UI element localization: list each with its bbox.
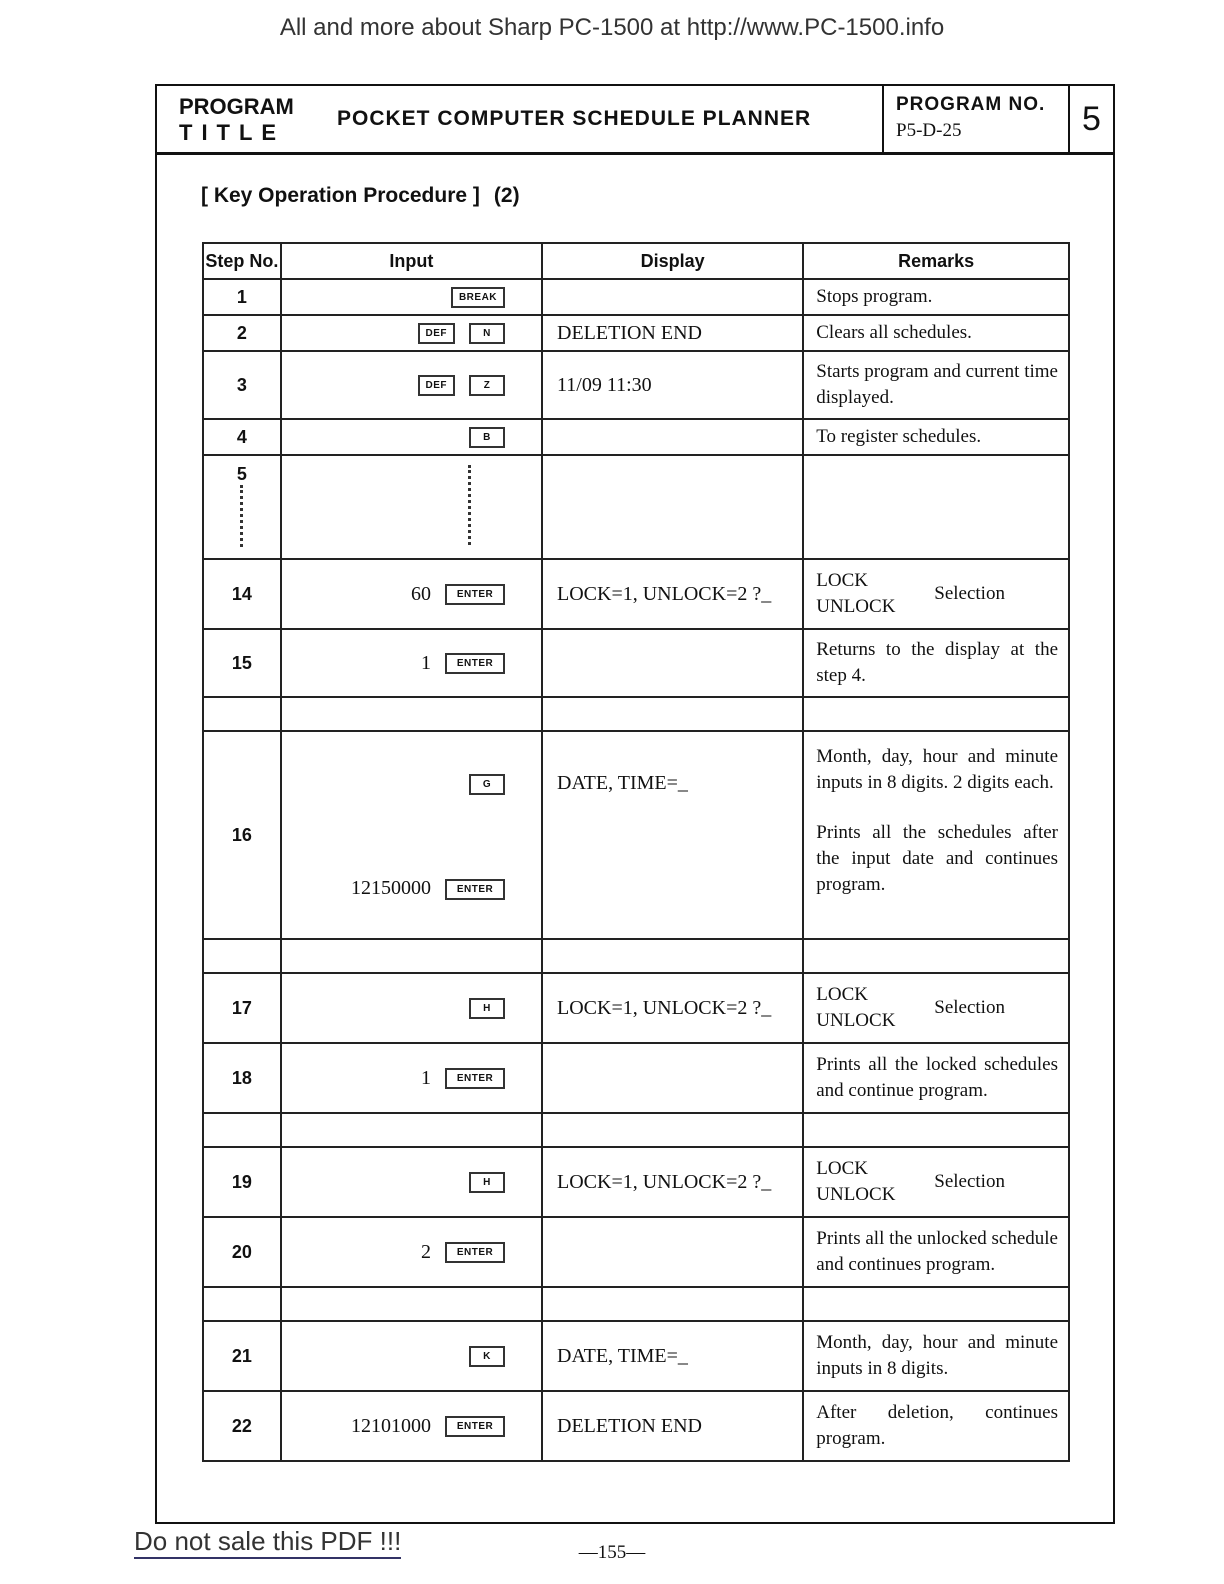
- key-enter: ENTER: [445, 1416, 505, 1437]
- input-value: 1: [421, 651, 432, 674]
- table-row: [203, 455, 1069, 559]
- program-number: P5-D-25: [896, 120, 962, 141]
- remarks-a: Month, day, hour and minute inputs in 8 digits. 2 digits each.: [816, 746, 1058, 793]
- input-cell: [281, 629, 542, 697]
- key-enter: ENTER: [445, 1242, 505, 1263]
- selection-options: [816, 568, 934, 620]
- continuation-dots: [468, 465, 471, 545]
- table-row: [203, 559, 1069, 629]
- gap-row: [203, 697, 1069, 731]
- program-number-box: [882, 86, 1068, 152]
- key-def: DEF: [418, 375, 456, 396]
- remarks-cell: [803, 455, 1069, 559]
- section-title-text: [ Key Operation Procedure ]: [201, 184, 480, 207]
- display-cell: [542, 1217, 803, 1287]
- input-cell: [281, 559, 542, 629]
- step-number: 1: [203, 279, 281, 315]
- input-cell: [281, 1043, 542, 1113]
- table-row: [203, 419, 1069, 455]
- program-label: PROGRAM: [179, 94, 294, 119]
- remarks-cell: [803, 1147, 1069, 1217]
- option-unlock: UNLOCK: [816, 1010, 896, 1031]
- selection-note: [816, 982, 1058, 1034]
- program-header: [157, 86, 1113, 155]
- program-title-label: [157, 86, 337, 152]
- input-cell: [281, 973, 542, 1043]
- table-row: [203, 1043, 1069, 1113]
- col-remarks: Remarks: [803, 243, 1069, 279]
- key-g: G: [469, 774, 505, 795]
- remarks-cell: Prints all the locked schedules and continue program.: [803, 1043, 1069, 1113]
- step-number-cell: [203, 455, 281, 559]
- remarks-cell: To register schedules.: [803, 419, 1069, 455]
- key-k: K: [469, 1346, 505, 1367]
- display-cell: [542, 629, 803, 697]
- table-row: [203, 973, 1069, 1043]
- display-cell: DATE, TIME=_: [542, 1321, 803, 1391]
- key-n: N: [469, 323, 505, 344]
- input-cell: [281, 351, 542, 419]
- program-number-label: PROGRAM NO.: [896, 94, 1046, 115]
- input-cell: [281, 455, 542, 559]
- input-value: 12101000: [351, 1414, 432, 1437]
- display-cell: LOCK=1, UNLOCK=2 ?_: [542, 973, 803, 1043]
- input-cell: [281, 419, 542, 455]
- key-operation-table: [202, 242, 1070, 1462]
- step-number: 5: [236, 464, 247, 484]
- key-break: BREAK: [451, 287, 505, 308]
- input-line-b: [282, 877, 505, 900]
- selection-label: Selection: [934, 1171, 1005, 1192]
- remarks-cell: After deletion, continues program.: [803, 1391, 1069, 1461]
- step-number: 22: [203, 1391, 281, 1461]
- option-lock: LOCK: [816, 984, 868, 1005]
- step-number: 15: [203, 629, 281, 697]
- table-row: [203, 1147, 1069, 1217]
- input-cell: [281, 1391, 542, 1461]
- selection-label: Selection: [934, 997, 1005, 1018]
- remarks-cell: Prints all the unlocked schedule and continues program.: [803, 1217, 1069, 1287]
- footer-notice: Do not sale this PDF !!!: [134, 1526, 401, 1559]
- display-cell: DATE, TIME=_: [542, 731, 803, 939]
- option-unlock: UNLOCK: [816, 596, 896, 617]
- step-number: 19: [203, 1147, 281, 1217]
- input-cell: [281, 1321, 542, 1391]
- table-row: [203, 315, 1069, 351]
- option-lock: LOCK: [816, 1158, 868, 1179]
- selection-note: [816, 1156, 1058, 1208]
- col-display: Display: [542, 243, 803, 279]
- remarks-b: Prints all the schedules after the input date and continues program.: [816, 822, 1058, 895]
- step-number: 3: [203, 351, 281, 419]
- input-value: 2: [421, 1240, 432, 1263]
- display-cell: LOCK=1, UNLOCK=2 ?_: [542, 1147, 803, 1217]
- step-number: 21: [203, 1321, 281, 1391]
- table-row: [203, 629, 1069, 697]
- selection-label: Selection: [934, 583, 1005, 604]
- key-enter: ENTER: [445, 584, 505, 605]
- table-row: [203, 731, 1069, 939]
- site-banner: All and more about Sharp PC-1500 at http://www.PC-1500.info: [279, 14, 945, 41]
- display-cell: [542, 1043, 803, 1113]
- selection-options: [816, 1156, 934, 1208]
- input-line-a: [282, 772, 505, 795]
- display-cell: DELETION END: [542, 1391, 803, 1461]
- remarks-cell: [803, 973, 1069, 1043]
- step-number: 18: [203, 1043, 281, 1113]
- key-def: DEF: [418, 323, 456, 344]
- input-cell: [281, 315, 542, 351]
- option-unlock: UNLOCK: [816, 1184, 896, 1205]
- input-value: 12150000: [351, 877, 432, 899]
- key-enter: ENTER: [445, 653, 505, 674]
- input-value: 60: [411, 582, 432, 605]
- input-cell: [281, 1217, 542, 1287]
- remarks-cell: Returns to the display at the step 4.: [803, 629, 1069, 697]
- table-row: [203, 1321, 1069, 1391]
- table-row: [203, 279, 1069, 315]
- step-number: 17: [203, 973, 281, 1043]
- remarks-cell: [803, 559, 1069, 629]
- display-cell: LOCK=1, UNLOCK=2 ?_: [542, 559, 803, 629]
- gap-row: [203, 1287, 1069, 1321]
- input-value: 1: [421, 1066, 432, 1089]
- gap-row: [203, 939, 1069, 973]
- step-number: 20: [203, 1217, 281, 1287]
- step-number: 4: [203, 419, 281, 455]
- table-row: [203, 351, 1069, 419]
- program-sheet: [155, 84, 1115, 1524]
- key-h: H: [469, 998, 505, 1019]
- section-part: (2): [493, 184, 520, 207]
- display-cell: 11/09 11:30: [542, 351, 803, 419]
- key-enter: ENTER: [445, 1068, 505, 1089]
- program-title: POCKET COMPUTER SCHEDULE PLANNER: [337, 107, 812, 130]
- key-enter: ENTER: [445, 879, 505, 900]
- remarks-cell: Starts program and current time displayed.: [803, 351, 1069, 419]
- input-cell: [281, 1147, 542, 1217]
- key-h: H: [469, 1172, 505, 1193]
- display-cell: [542, 279, 803, 315]
- page-number-box: 5: [1068, 86, 1113, 152]
- display-cell: DELETION END: [542, 315, 803, 351]
- step-number: 2: [203, 315, 281, 351]
- table-row: [203, 1391, 1069, 1461]
- selection-options: [816, 982, 934, 1034]
- input-cell: [281, 279, 542, 315]
- selection-note: [816, 568, 1058, 620]
- title-label: TITLE: [179, 120, 286, 145]
- display-cell: [542, 455, 803, 559]
- remarks-cell: Month, day, hour and minute inputs in 8 digits.: [803, 1321, 1069, 1391]
- input-cell: [281, 731, 542, 939]
- key-z: Z: [469, 375, 505, 396]
- remarks-cell: [803, 731, 1069, 939]
- display-cell: [542, 419, 803, 455]
- step-number: 14: [203, 559, 281, 629]
- remarks-cell: Clears all schedules.: [803, 315, 1069, 351]
- table-row: [203, 1217, 1069, 1287]
- remarks-cell: Stops program.: [803, 279, 1069, 315]
- col-input: Input: [281, 243, 542, 279]
- key-b: B: [469, 427, 505, 448]
- page-number: —155—: [578, 1542, 646, 1563]
- step-number: 16: [203, 731, 281, 939]
- table-header-row: [203, 243, 1069, 279]
- option-lock: LOCK: [816, 570, 868, 591]
- gap-row: [203, 1113, 1069, 1147]
- col-step: Step No.: [203, 243, 281, 279]
- continuation-dots: [240, 485, 243, 547]
- section-title: [201, 184, 520, 208]
